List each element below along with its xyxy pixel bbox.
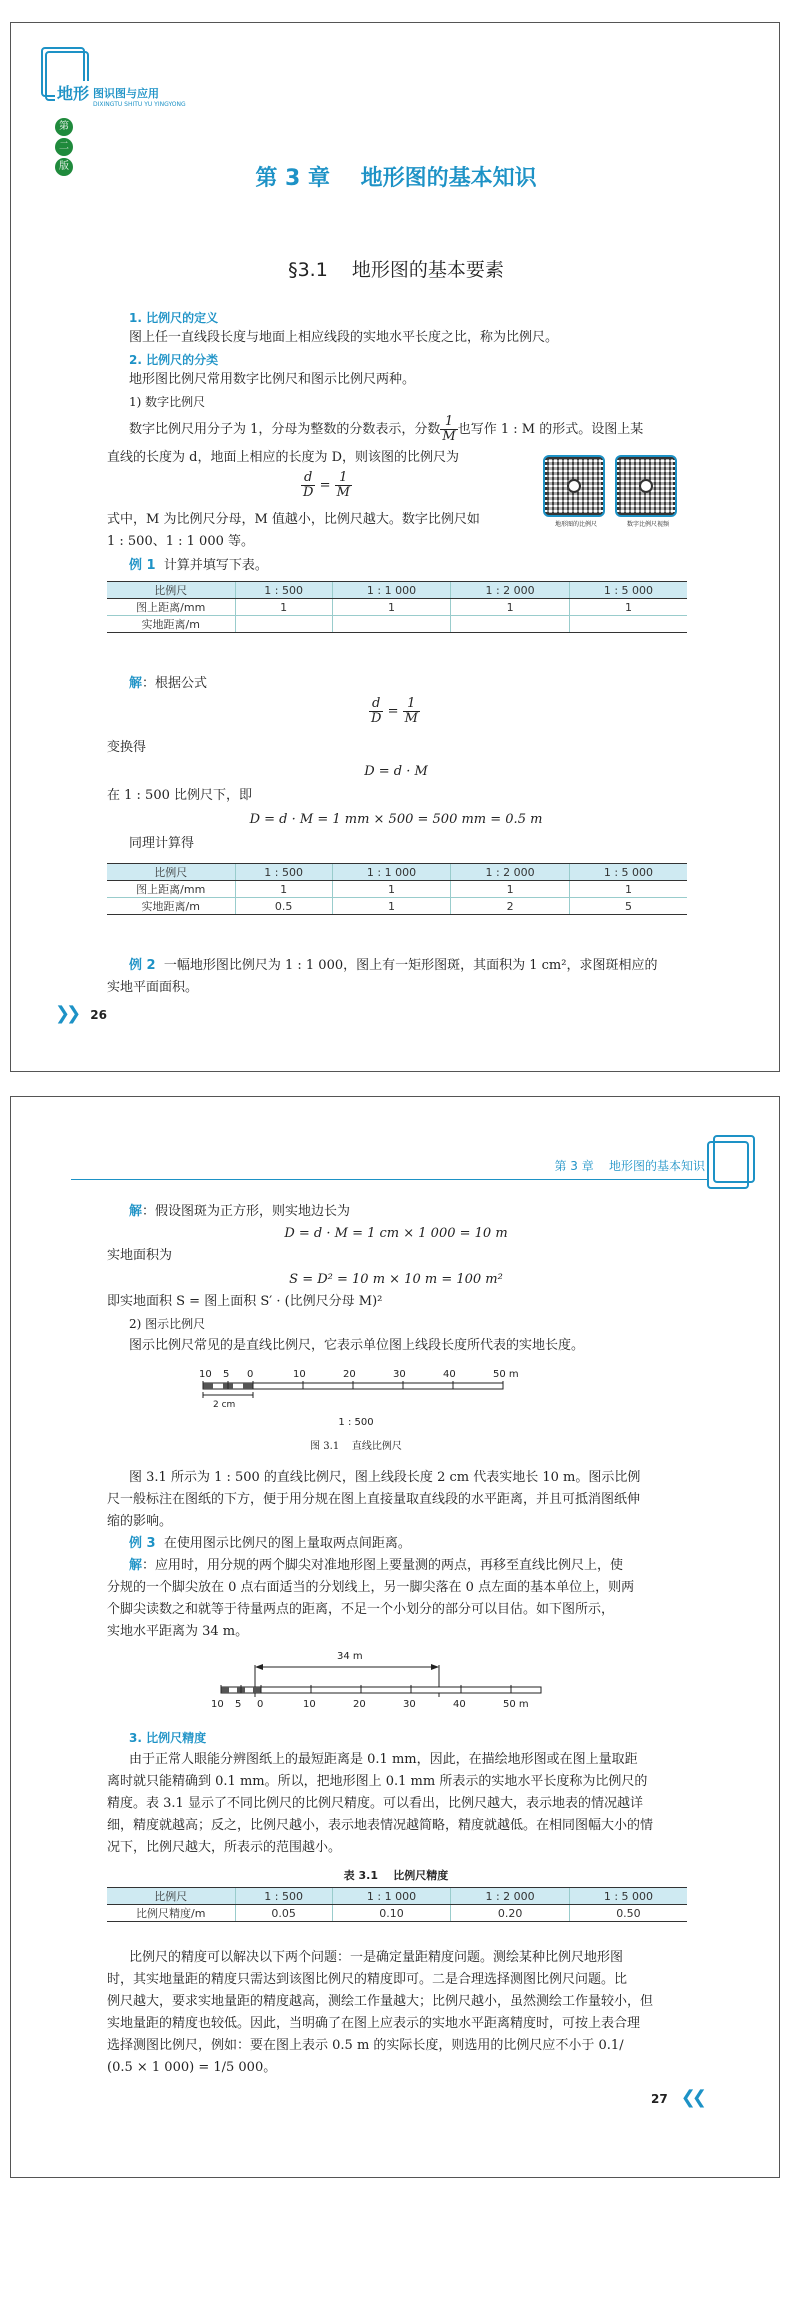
example-text: 计算并填写下表。 [163,558,268,573]
badge-char: 第 [55,118,73,136]
book-logo [41,47,191,109]
para-precision-2: 离时就只能精确到 0.1 mm。所以，把地形图上 0.1 mm 所表示的实地水平长度称为比例尺的 [107,1774,648,1789]
heading-precision: 3. 比例尺精度 [129,1731,207,1745]
page-26 [10,22,780,1072]
example-text: 在使用图示比例尺的图上量取两点间距离。 [163,1536,411,1551]
para-end-3: 例尺越大，要求实地量距的精度越高，测绘工作量越大；比例尺越小，虽然测绘工作量较小，但 [107,1994,654,2009]
subheading-numeric: 1) 数字比例尺 [129,395,206,409]
cell: 1 [451,881,570,898]
heading-definition: 1. 比例尺的定义 [129,311,219,325]
solution-label: 解 [129,1558,143,1573]
example-label: 例 1 [129,558,156,573]
cell: 1 [332,599,451,616]
tick-label: 30 [403,1699,416,1710]
header-cell: 1 : 1 000 [332,864,451,881]
header-cell: 1 : 2 000 [451,1888,570,1905]
example-label: 例 3 [129,1536,156,1551]
text: 数字比例尺用分子为 1，分母为整数的分数表示，分数 [129,422,441,437]
para-numeric-4: 1 : 500、1 : 1 000 等。 [107,534,254,549]
numerator: 1 [440,415,457,430]
logo-sub: 图识图与应用 [93,87,159,100]
formula-dm: D = d · M [364,764,428,779]
equals: = [387,704,399,719]
heading-classification: 2. 比例尺的分类 [129,353,219,367]
header-cell: 1 : 5 000 [569,582,687,599]
cell: 1 [235,599,332,616]
para-fig-1: 图 3.1 所示为 1 : 500 的直线比例尺，图上线段长度 2 cm 代表实地长 10 m。图示比例 [129,1470,641,1485]
cell: 5 [569,898,687,915]
formula-side: D = d · M = 1 cm × 1 000 = 10 m [284,1226,508,1241]
table-row [107,898,687,915]
para-precision-3: 精度。表 3.1 显示了不同比例尺的比例尺精度。可以看出，比例尺越大，表示地表的情况越详 [107,1796,643,1811]
para-numeric-1 [129,415,643,444]
length-label: 2 cm [213,1400,236,1410]
fraction [403,697,420,726]
qr-caption: 数字比例尺视频 [626,521,669,528]
denominator: M [404,711,418,726]
page-27 [10,1096,780,2178]
cell [451,616,570,633]
qr-code-1[interactable] [543,455,609,535]
subheading-graphic: 2) 图示比例尺 [129,1317,206,1331]
running-header [11,1127,781,1187]
cell [332,616,451,633]
table-header-row [107,1888,687,1905]
denominator: D [303,485,314,500]
tick-label: 20 [343,1369,356,1380]
solution-label: 解 [129,676,143,691]
para-area: 实地面积为 [107,1248,173,1263]
para-fig-2: 尺一般标注在图纸的下方，便于用分规在图上直接量取直线段的水平距离，并且可抵消图纸伸 [107,1492,641,1507]
tick-label: 10 [303,1699,316,1710]
figure-scale-bar [191,1365,611,1461]
formula-calc: D = d · M = 1 mm × 500 = 500 mm = 0.5 m [249,812,543,827]
para-same: 同理计算得 [129,836,195,851]
header-cell: 比例尺 [107,864,235,881]
denominator: M [442,429,456,444]
cell: 1 [332,898,451,915]
para-definition: 图上任一直线段长度与地面上相应线段的实地水平长度之比，称为比例尺。 [129,330,559,345]
numerator: 1 [403,697,420,712]
logo-pinyin: DIXINGTU SHITU YU YINGYONG [93,101,186,108]
header-cell: 1 : 5 000 [569,864,687,881]
para-end-4: 实地量距的精度也较低。因此，当明确了在图上应表示的实地水平距离精度时，可按上表合理 [107,2016,641,2031]
tick-label: 20 [353,1699,366,1710]
table-caption: 表 3.1 比例尺精度 [343,1869,449,1882]
logo-main: 地形 [55,81,91,104]
table-row [107,599,687,616]
cell [569,616,687,633]
formula-scale [301,471,352,500]
para-real-area: 即实地面积 S = 图上面积 S′ · (比例尺分母 M)² [107,1294,383,1309]
table-example-1 [107,581,687,633]
cell: 图上距离/mm [107,599,235,616]
table-header-row [107,864,687,881]
tick-label: 40 [453,1699,466,1710]
page-number: 27 [651,2092,668,2106]
cell: 1 [451,599,570,616]
example-3 [129,1533,411,1555]
denominator: M [336,485,350,500]
para-numeric-2: 直线的长度为 d，地面上相应的长度为 D，则该图的比例尺为 [107,450,460,465]
solution-3-line-3: 个脚尖读数之和就等于待量两点的距离，不足一个小划分的部分可以目估。如下图所示， [107,1602,615,1617]
tick-label: 10 [199,1369,212,1380]
numerator: d [369,697,383,712]
solution-3-line-2: 分规的一个脚尖放在 0 点右面适当的分划线上，另一脚尖落在 0 点左面的基本单位上，则两 [107,1580,635,1595]
text: 也写作 1 : M 的形式。设图上某 [457,422,644,437]
header-cell: 1 : 5 000 [569,1888,687,1905]
cell: 比例尺精度/m [107,1905,235,1922]
cell: 实地距离/m [107,616,235,633]
table-row [107,616,687,633]
para-classification: 地形图比例尺常用数字比例尺和图示比例尺两种。 [129,372,416,387]
measure-graphic [207,1647,627,1713]
scale-bar-graphic [191,1365,611,1425]
para-change: 变换得 [107,740,147,755]
solution-1 [129,673,207,695]
header-cell: 1 : 1 000 [332,1888,451,1905]
figure-measure [207,1647,627,1713]
tick-label: 5 [235,1699,242,1710]
cell: 实地距离/m [107,898,235,915]
numerator: 1 [335,471,352,486]
tick-label: 40 [443,1369,456,1380]
section-title: §3.1 地形图的基本要素 [288,259,504,281]
para-precision-4: 细，精度就越高；反之，比例尺越小，表示地表情况越简略，精度就越低。在相同图幅大小的情 [107,1818,654,1833]
page-footer [55,1003,107,1024]
qr-code-2[interactable] [615,455,681,535]
cell: 2 [451,898,570,915]
tick-label: 0 [257,1699,264,1710]
page-footer [651,2087,703,2108]
figure-scale: 1 : 500 [338,1417,374,1428]
para-end-5: 选择测图比例尺，例如：要在图上表示 0.5 m 的实际长度，则选用的比例尺应不小于 0.1/ [107,2038,624,2053]
denominator: D [371,711,382,726]
example-2 [129,955,657,977]
header-cell: 1 : 1 000 [332,582,451,599]
header-cell: 1 : 500 [235,1888,332,1905]
tick-label: 30 [393,1369,406,1380]
header-cell: 1 : 2 000 [451,582,570,599]
example-text: 一幅地形图比例尺为 1 : 1 000，图上有一矩形图斑，其面积为 1 cm²，求图斑相应的 [163,958,658,973]
para-at500: 在 1 : 500 比例尺下，即 [107,788,252,803]
fraction [369,697,383,726]
tick-label: 0 [247,1369,254,1380]
qr-caption: 地形图的比例尺 [554,521,597,528]
table-row [107,1905,687,1922]
fraction [301,471,315,500]
header-cell: 比例尺 [107,582,235,599]
para-end-6: (0.5 × 1 000) = 1/5 000。 [107,2060,277,2075]
badge-char: 二 [55,138,73,156]
tick-label: 10 [211,1699,224,1710]
table-precision [107,1887,687,1922]
para-end-2: 时，其实地量距的精度只需达到该图比例尺的精度即可。二是合理选择测图比例尺问题。比 [107,1972,628,1987]
fraction [440,415,457,444]
header-cell: 比例尺 [107,1888,235,1905]
para-numeric-3: 式中，M 为比例尺分母，M 值越小，比例尺越大。数字比例尺如 [107,512,480,527]
measure-label: 34 m [337,1651,363,1662]
solution-text: ：应用时，用分规的两个脚尖对准地形图上要量测的两点，再移至直线比例尺上，使 [142,1558,624,1573]
tick-label: 50 m [503,1699,529,1710]
para-precision-1: 由于正常人眼能分辨图纸上的最短距离是 0.1 mm，因此，在描绘地形图或在图上量取距 [129,1752,638,1767]
tick-label: 50 m [493,1369,519,1380]
formula-ratio [369,697,420,726]
double-chevron-left-icon: ❮❮ [680,2087,703,2108]
para-end-1: 比例尺的精度可以解决以下两个问题：一是确定量距精度问题。测绘某种比例尺地形图 [129,1950,624,1965]
example-1 [129,555,268,577]
solution-3-line-1 [129,1555,623,1577]
solution-text: ：根据公式 [142,676,208,691]
solution-label: 解 [129,1204,143,1219]
cell: 0.50 [569,1905,687,1922]
cell: 1 [332,881,451,898]
running-head-text: 第 3 章 地形图的基本知识 [554,1159,705,1173]
tick-label: 10 [293,1369,306,1380]
cell: 1 [569,599,687,616]
solution-text: ：假设图斑为正方形，则实地边长为 [142,1204,351,1219]
header-cell: 1 : 500 [235,582,332,599]
para-precision-5: 况下，比例尺越大，所表示的范围越小。 [107,1840,342,1855]
header-cell: 1 : 2 000 [451,864,570,881]
cell: 0.10 [332,1905,451,1922]
tick-label: 5 [223,1369,230,1380]
badge-char: 版 [55,158,73,176]
table-result [107,863,687,915]
solution-3-line-4: 实地水平距离为 34 m。 [107,1624,249,1639]
cell [235,616,332,633]
para-graphic: 图示比例尺常见的是直线比例尺，它表示单位图上线段长度所代表的实地长度。 [129,1338,585,1353]
example-2-cont: 实地平面面积。 [107,980,199,995]
fraction [335,471,352,500]
cell: 图上距离/mm [107,881,235,898]
chapter-title: 第 3 章 地形图的基本知识 [255,166,537,191]
figure-caption: 图 3.1 直线比例尺 [310,1441,402,1452]
para-fig-3: 缩的影响。 [107,1514,173,1529]
cell: 1 [235,881,332,898]
cell: 0.05 [235,1905,332,1922]
solution-2 [129,1201,350,1223]
table-header-row [107,582,687,599]
numerator: d [301,471,315,486]
double-chevron-icon: ❯❯ [55,1003,78,1024]
cell: 0.20 [451,1905,570,1922]
header-cell: 1 : 500 [235,864,332,881]
cell: 1 [569,881,687,898]
table-row [107,881,687,898]
formula-area: S = D² = 10 m × 10 m = 100 m² [289,1272,503,1287]
page-number: 26 [90,1008,107,1022]
cell: 0.5 [235,898,332,915]
equals: = [319,478,331,493]
example-label: 例 2 [129,958,156,973]
